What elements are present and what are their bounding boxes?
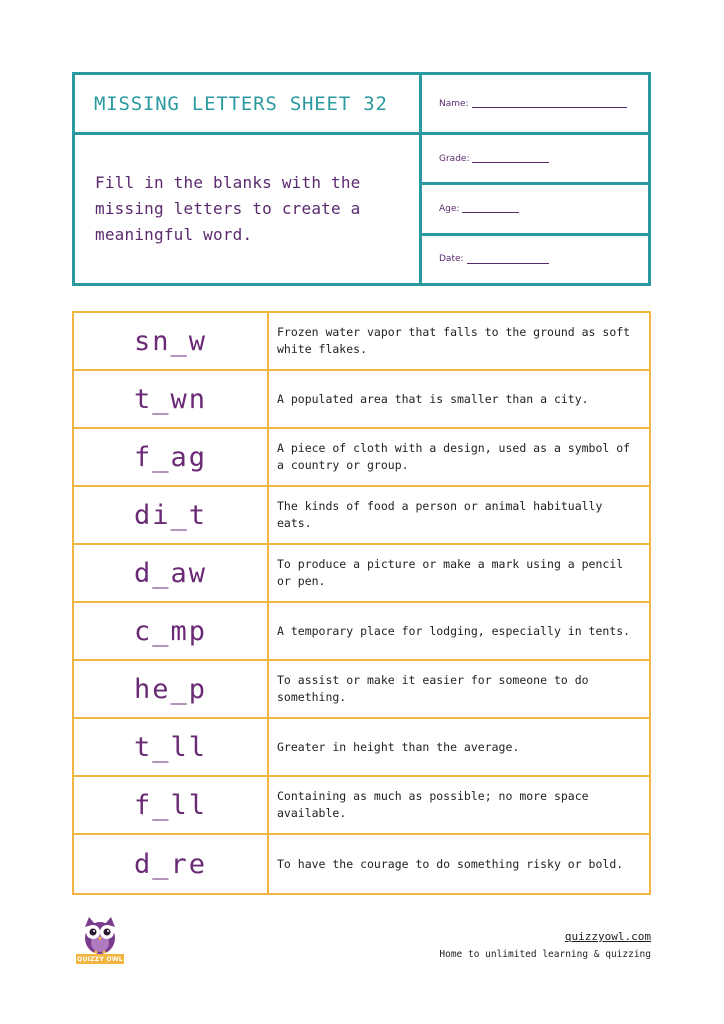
- missing-word[interactable]: c_mp: [74, 603, 269, 659]
- missing-word[interactable]: f_ll: [74, 777, 269, 833]
- word-clue: To produce a picture or make a mark using a pencil or pen.: [277, 557, 624, 588]
- name-field[interactable]: [422, 75, 648, 135]
- age-blank[interactable]: [462, 204, 519, 213]
- name-label: Name:: [439, 98, 469, 109]
- word-clue: Greater in height than the average.: [277, 739, 520, 754]
- student-fields: [422, 135, 648, 283]
- table-row: [74, 661, 649, 719]
- age-field[interactable]: [422, 182, 648, 232]
- table-row: [74, 777, 649, 835]
- missing-word[interactable]: sn_w: [74, 313, 269, 369]
- logo-badge: QUIZZY OWL: [77, 955, 123, 963]
- date-field[interactable]: [422, 233, 648, 283]
- word-clue: The kinds of food a person or animal habitually eats.: [277, 499, 603, 530]
- instructions: Fill in the blanks with the missing letters to create a meaningful word.: [75, 135, 422, 283]
- sheet-title: MISSING LETTERS SHEET 32: [75, 75, 422, 135]
- site-tagline: Home to unlimited learning & quizzing: [439, 949, 651, 960]
- missing-word[interactable]: d_aw: [74, 545, 269, 601]
- table-row: [74, 429, 649, 487]
- word-clue: To assist or make it easier for someone to do something.: [277, 673, 589, 704]
- table-row: [74, 487, 649, 545]
- missing-word[interactable]: t_ll: [74, 719, 269, 775]
- word-table: [72, 311, 651, 895]
- missing-word[interactable]: d_re: [74, 835, 269, 893]
- table-row: [74, 371, 649, 429]
- table-row: [74, 835, 649, 893]
- quizzy-owl-logo: [76, 913, 124, 965]
- name-blank[interactable]: [472, 99, 627, 108]
- date-blank[interactable]: [467, 255, 549, 264]
- word-clue: A temporary place for lodging, especially in tents.: [277, 623, 631, 638]
- word-clue: Frozen water vapor that falls to the ground as soft white flakes.: [277, 325, 631, 356]
- word-clue: A populated area that is smaller than a city.: [277, 391, 589, 406]
- missing-word[interactable]: f_ag: [74, 429, 269, 485]
- site-link[interactable]: quizzyowl.com: [564, 930, 651, 943]
- word-clue: Containing as much as possible; no more space available.: [277, 789, 589, 820]
- table-row: [74, 545, 649, 603]
- missing-word[interactable]: he_p: [74, 661, 269, 717]
- grade-label: Grade:: [439, 153, 470, 164]
- age-label: Age:: [439, 203, 460, 214]
- grade-field[interactable]: [422, 135, 648, 182]
- worksheet-header: [72, 72, 651, 286]
- date-label: Date:: [439, 254, 464, 265]
- word-clue: A piece of cloth with a design, used as a symbol of a country or group.: [277, 441, 631, 472]
- table-row: [74, 719, 649, 777]
- owl-icon: [76, 913, 124, 955]
- grade-blank[interactable]: [472, 154, 549, 163]
- missing-word[interactable]: t_wn: [74, 371, 269, 427]
- word-clue: To have the courage to do something risky or bold.: [277, 856, 624, 871]
- missing-word[interactable]: di_t: [74, 487, 269, 543]
- table-row: [74, 603, 649, 661]
- table-row: [74, 313, 649, 371]
